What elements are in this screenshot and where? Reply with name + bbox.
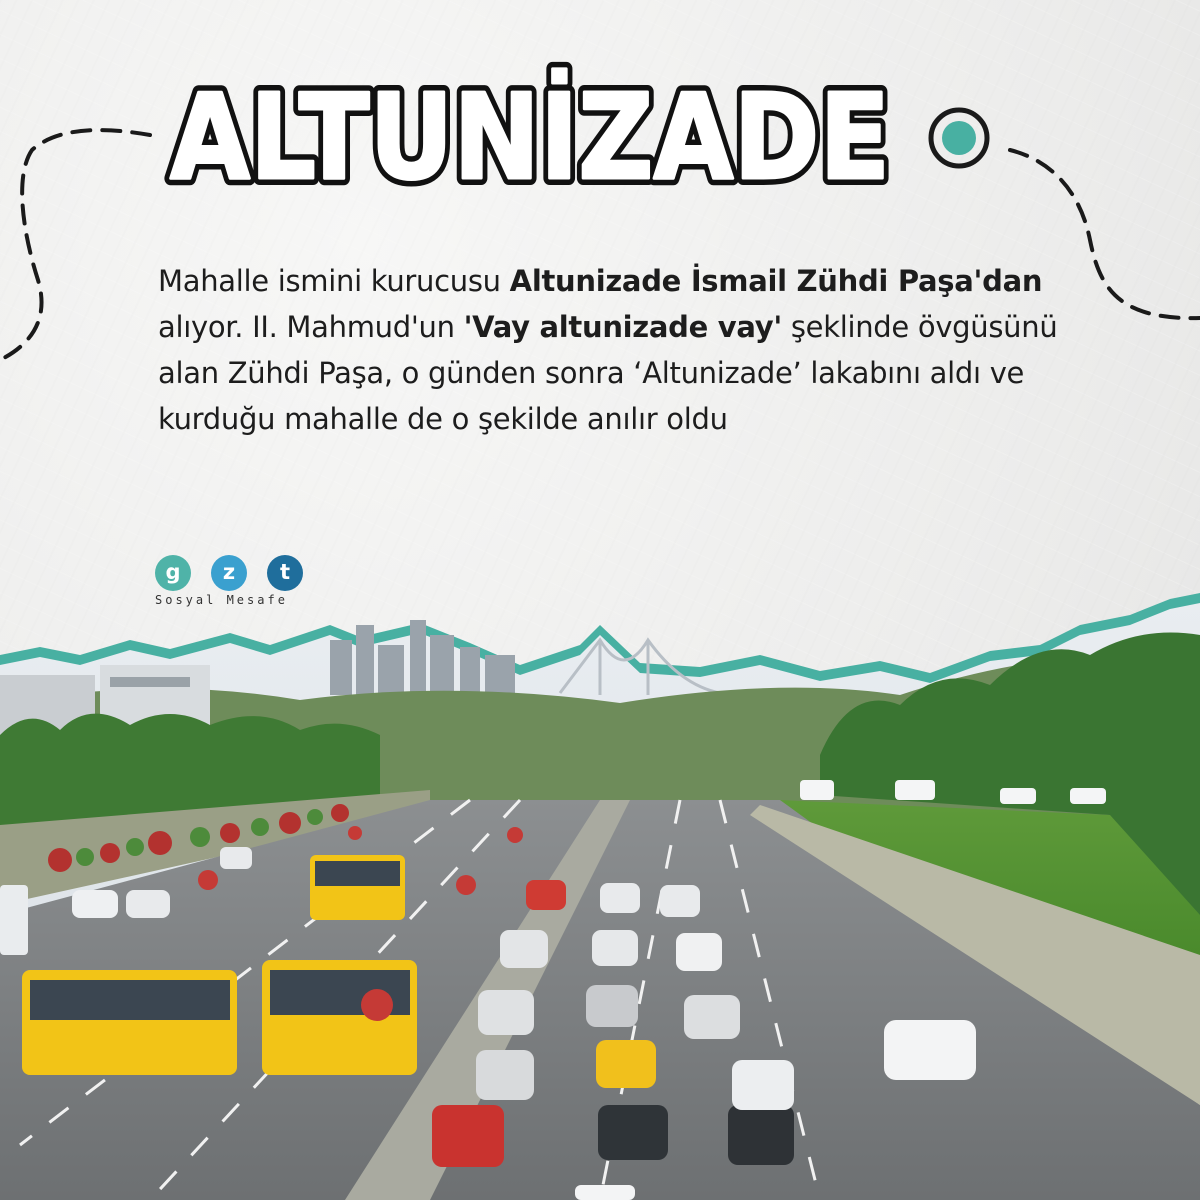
body-segment: alıyor. II. Mahmud'un	[158, 310, 464, 344]
title-fill: ALTUNİZADE	[170, 68, 890, 200]
body-segment: şeklinde övgüsünü alan Zühdi Paşa, o günden sonra ‘Altunizade’ lakabını aldı ve kurduğu mahalle de o şekilde anılır oldu	[158, 310, 1058, 436]
logo-circle-g: g	[155, 555, 191, 591]
target-dot-icon	[931, 110, 987, 166]
city-skyline	[330, 620, 515, 695]
title-outline: ALTUNİZADE	[170, 68, 890, 200]
logo-circle-t: t	[267, 555, 303, 591]
body-segment-bold: 'Vay altunizade vay'	[463, 310, 782, 344]
body-segment: Mahalle ismini kurucusu	[158, 264, 510, 298]
highway-photo	[0, 585, 1200, 1200]
logo-tagline: Sosyal Mesafe	[155, 593, 288, 607]
body-paragraph	[158, 258, 1058, 442]
bus-left-edge	[0, 885, 28, 955]
bus-2	[262, 960, 417, 1075]
logo-circle-z: z	[211, 555, 247, 591]
bus-1	[22, 970, 237, 1075]
bus-3	[310, 855, 405, 920]
page-title	[160, 60, 900, 200]
body-segment-bold: Altunizade İsmail Zühdi Paşa'dan	[509, 264, 1043, 298]
